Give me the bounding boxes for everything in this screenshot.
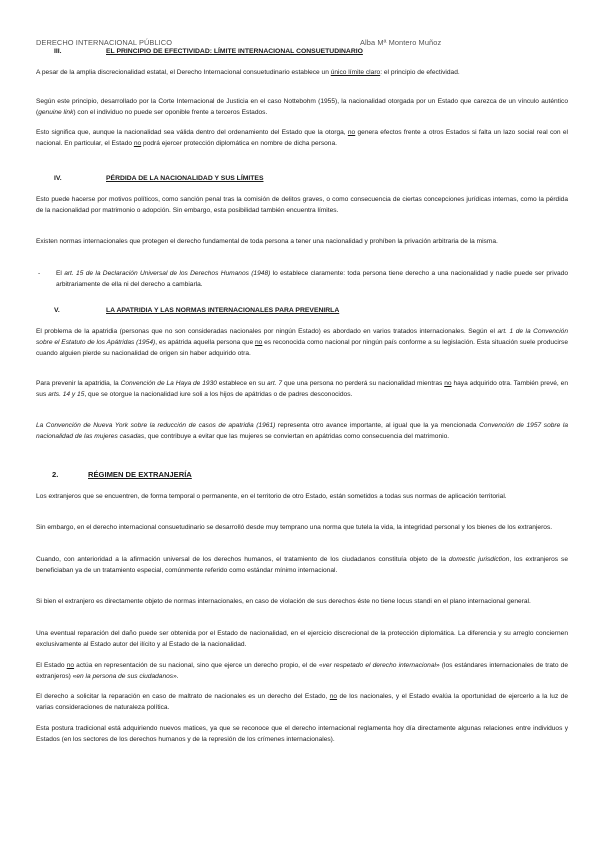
bullet-dash: - — [38, 270, 41, 277]
paragraph — [36, 97, 568, 119]
paragraph — [36, 128, 568, 150]
text: : el principio de efectividad. — [380, 69, 460, 76]
paragraph — [36, 195, 568, 217]
underlined-text: no — [133, 139, 142, 147]
section-2-title: RÉGIMEN DE EXTRANJERÍA — [88, 470, 192, 479]
text: representa otro avance importante, al igual que la ya mencionada — [275, 422, 480, 429]
paragraph — [36, 597, 568, 608]
section-iv-title: PÉRDIDA DE LA NACIONALIDAD Y SUS LÍMITES — [106, 175, 264, 182]
section-iii-title: EL PRINCIPIO DE EFECTIVIDAD: LÍMITE INTERNACIONAL CONSUETUDINARIO — [106, 48, 363, 55]
italic-text: art. 1 de la Convención sobre el Estatuto de los Apátridas (1954) — [36, 328, 569, 346]
paragraph — [36, 523, 568, 534]
italic-text: Convención de 1957 sobre la nacionalidad de las mujeres casadas — [36, 422, 569, 440]
paragraph — [36, 421, 568, 443]
text: Los extranjeros que se encuentren, de forma temporal o permanente, en el territorio de otro Estado, están sometidos a todas sus normas de aplicación territorial. — [36, 493, 507, 500]
text: , que contribuye a evitar que las mujeres se conviertan en apátridas como consecuencia del matrimonio. — [144, 432, 450, 440]
text: actúa en representación de su nacional, sino que ejerce un derecho propio, el de « — [74, 662, 323, 669]
underlined-text: no — [254, 338, 263, 346]
section-2-number: 2. — [52, 470, 59, 479]
text: haya adquirido otra. También prevé, en sus — [36, 380, 568, 398]
section-v-number: V. — [54, 307, 60, 314]
italic-text: La Convención de Nueva York sobre la reducción de casos de apatridia (1961) — [36, 422, 276, 429]
text: , es apátrida aquella persona que — [155, 338, 255, 346]
text: Cuando, con anterioridad a la afirmación universal de los derechos humanos, el tratamiento de los ciudadanos constituía objeto de la — [36, 556, 449, 563]
paragraph — [36, 629, 568, 651]
text: , los extranjeros se beneficiaban ya de un tratamiento especial, comúnmente referido como estándar mínimo internacional. — [36, 556, 568, 574]
header-course-title: DERECHO INTERNACIONAL PÚBLICO — [36, 38, 173, 47]
paragraph — [36, 724, 568, 746]
underlined-text: no — [329, 693, 338, 700]
paragraph — [36, 327, 568, 359]
text: Existen normas internacionales que protegen el derecho fundamental de toda persona a tener una nacionalidad y prohíben la privación arbitraria de la misma. — [36, 238, 498, 245]
section-iv-number: IV. — [54, 175, 62, 182]
section-2-heading — [52, 470, 192, 479]
underlined-text: no — [444, 380, 452, 387]
paragraph — [36, 692, 568, 714]
text: Esta postura tradicional está adquiriendo nuevos matices, ya que se reconoce que el derecho internacional reglamenta hoy día directamente algunas relaciones entre individuos y Estados (en los sectores de los derechos humanos y de la represión de los crímenes internacionales). — [36, 725, 568, 743]
text: de los nacionales, y el Estado evalúa la oportunidad de ejercerlo a la luz de varias consideraciones de naturaleza política. — [36, 693, 568, 711]
paragraph — [36, 237, 568, 248]
text: El Estado — [36, 662, 67, 669]
text: Según este principio, desarrollado por la Corte Internacional de Justicia en el caso Nottebohm (1955), la nacionalidad otorgada por un Estado que carezca de un vínculo auténtico ( — [36, 98, 568, 116]
text: Sin embargo, en el derecho internacional consuetudinario se desarrolló desde muy temprano una norma que tutela la vida, la integridad personal y los bienes de los extranjeros. — [36, 524, 553, 531]
text: Para prevenir la apatridia, la — [36, 380, 121, 387]
text: establece en su — [216, 380, 267, 387]
bullet-item — [36, 269, 568, 291]
underlined-text: no — [347, 129, 356, 136]
text: El derecho a solicitar la reparación en caso de maltrato de nacionales es un derecho del Estado, — [36, 693, 330, 700]
text: , que se otorgue la nacionalidad iure soli a los hijos de apátridas o de padres desconocidos. — [84, 390, 353, 398]
underlined-text: único límite claro — [330, 69, 381, 76]
text: Una eventual reparación del daño puede ser obtenida por el Estado de nacionalidad, en el ejercicio discrecional de la protección diplomática. La diferencia y su arreglo conciernen exclusivamente al Estado autor del ilícito y al Estado de la nacionalidad. — [36, 630, 568, 648]
italic-text: en la persona de sus ciudadanos — [76, 672, 174, 680]
paragraph — [36, 555, 568, 577]
underlined-text: no — [66, 662, 75, 669]
italic-text: Convención de La Haya de 1930 — [120, 380, 217, 387]
text: El problema de la apatridia (personas que no son consideradas nacionales por ningún Estado) es abordado en varios tratados internacionales. Según el — [36, 328, 498, 335]
text: genera efectos frente a otros Estados si falta un lazo social real con el nacional. En particular, el Estado — [36, 129, 568, 147]
bullet-text — [56, 269, 568, 291]
text: que una persona no perderá su nacionalidad mientras — [282, 380, 445, 387]
italic-text: ver respetado el derecho internacional — [322, 662, 436, 669]
section-iv-heading — [54, 175, 263, 182]
section-v-title: LA APATRIDIA Y LAS NORMAS INTERNACIONALES PARA PREVENIRLA — [106, 307, 340, 314]
text: lo establece claramente: toda persona tiene derecho a una nacionalidad y nadie puede ser privado arbitrariamente de ella ni del derecho a cambiarla. — [56, 270, 568, 288]
italic-text: genuine link — [38, 108, 74, 116]
text: ) con el individuo no puede ser oponible frente a terceros Estados. — [73, 108, 268, 116]
paragraph — [36, 661, 568, 683]
header-author: Alba Mª Montero Muñoz — [360, 38, 442, 47]
paragraph — [36, 68, 568, 79]
text: podrá ejercer protección diplomática en nombre de dicha persona. — [141, 139, 337, 147]
text: Esto significa que, aunque la nacionalidad sea válida dentro del ordenamiento del Estado que la otorga, — [36, 129, 348, 136]
italic-text: domestic jurisdiction — [448, 556, 510, 563]
italic-text: art. 15 de la Declaración Universal de los Derechos Humanos (1948) — [64, 270, 271, 277]
italic-text: arts. 14 y 15 — [48, 390, 85, 398]
paragraph — [36, 492, 568, 503]
text: El — [56, 270, 65, 277]
section-iii-heading — [54, 48, 363, 55]
text: Esto puede hacerse por motivos políticos, como sanción penal tras la comisión de delitos graves, o como consecuencia de ciertas concepciones jurídicas internas, como la pérdida de la nacionalidad por matrimonio o adopción. Sin embargo, esta posibilidad también encuentra límites. — [36, 196, 568, 214]
text: es reconocida como nacional por ningún país conforme a su legislación. Esta situación suele producirse cuando alguien pierde su nacionalidad de origen sin haber adquirido otra. — [36, 338, 568, 357]
section-iii-number: III. — [54, 48, 62, 55]
text: A pesar de la amplia discrecionalidad estatal, el Derecho Internacional consuetudinario establece un — [36, 69, 331, 76]
section-v-heading — [54, 307, 339, 314]
italic-text: art. 7 — [266, 380, 283, 387]
paragraph — [36, 379, 568, 401]
text: » (los estándares internacionales de trato de extranjeros) « — [36, 662, 568, 680]
text: ». — [173, 672, 179, 680]
text: Si bien el extranjero es directamente objeto de normas internacionales, en caso de violación de sus derechos éste no tiene locus standi en el plano internacional general. — [36, 598, 531, 605]
